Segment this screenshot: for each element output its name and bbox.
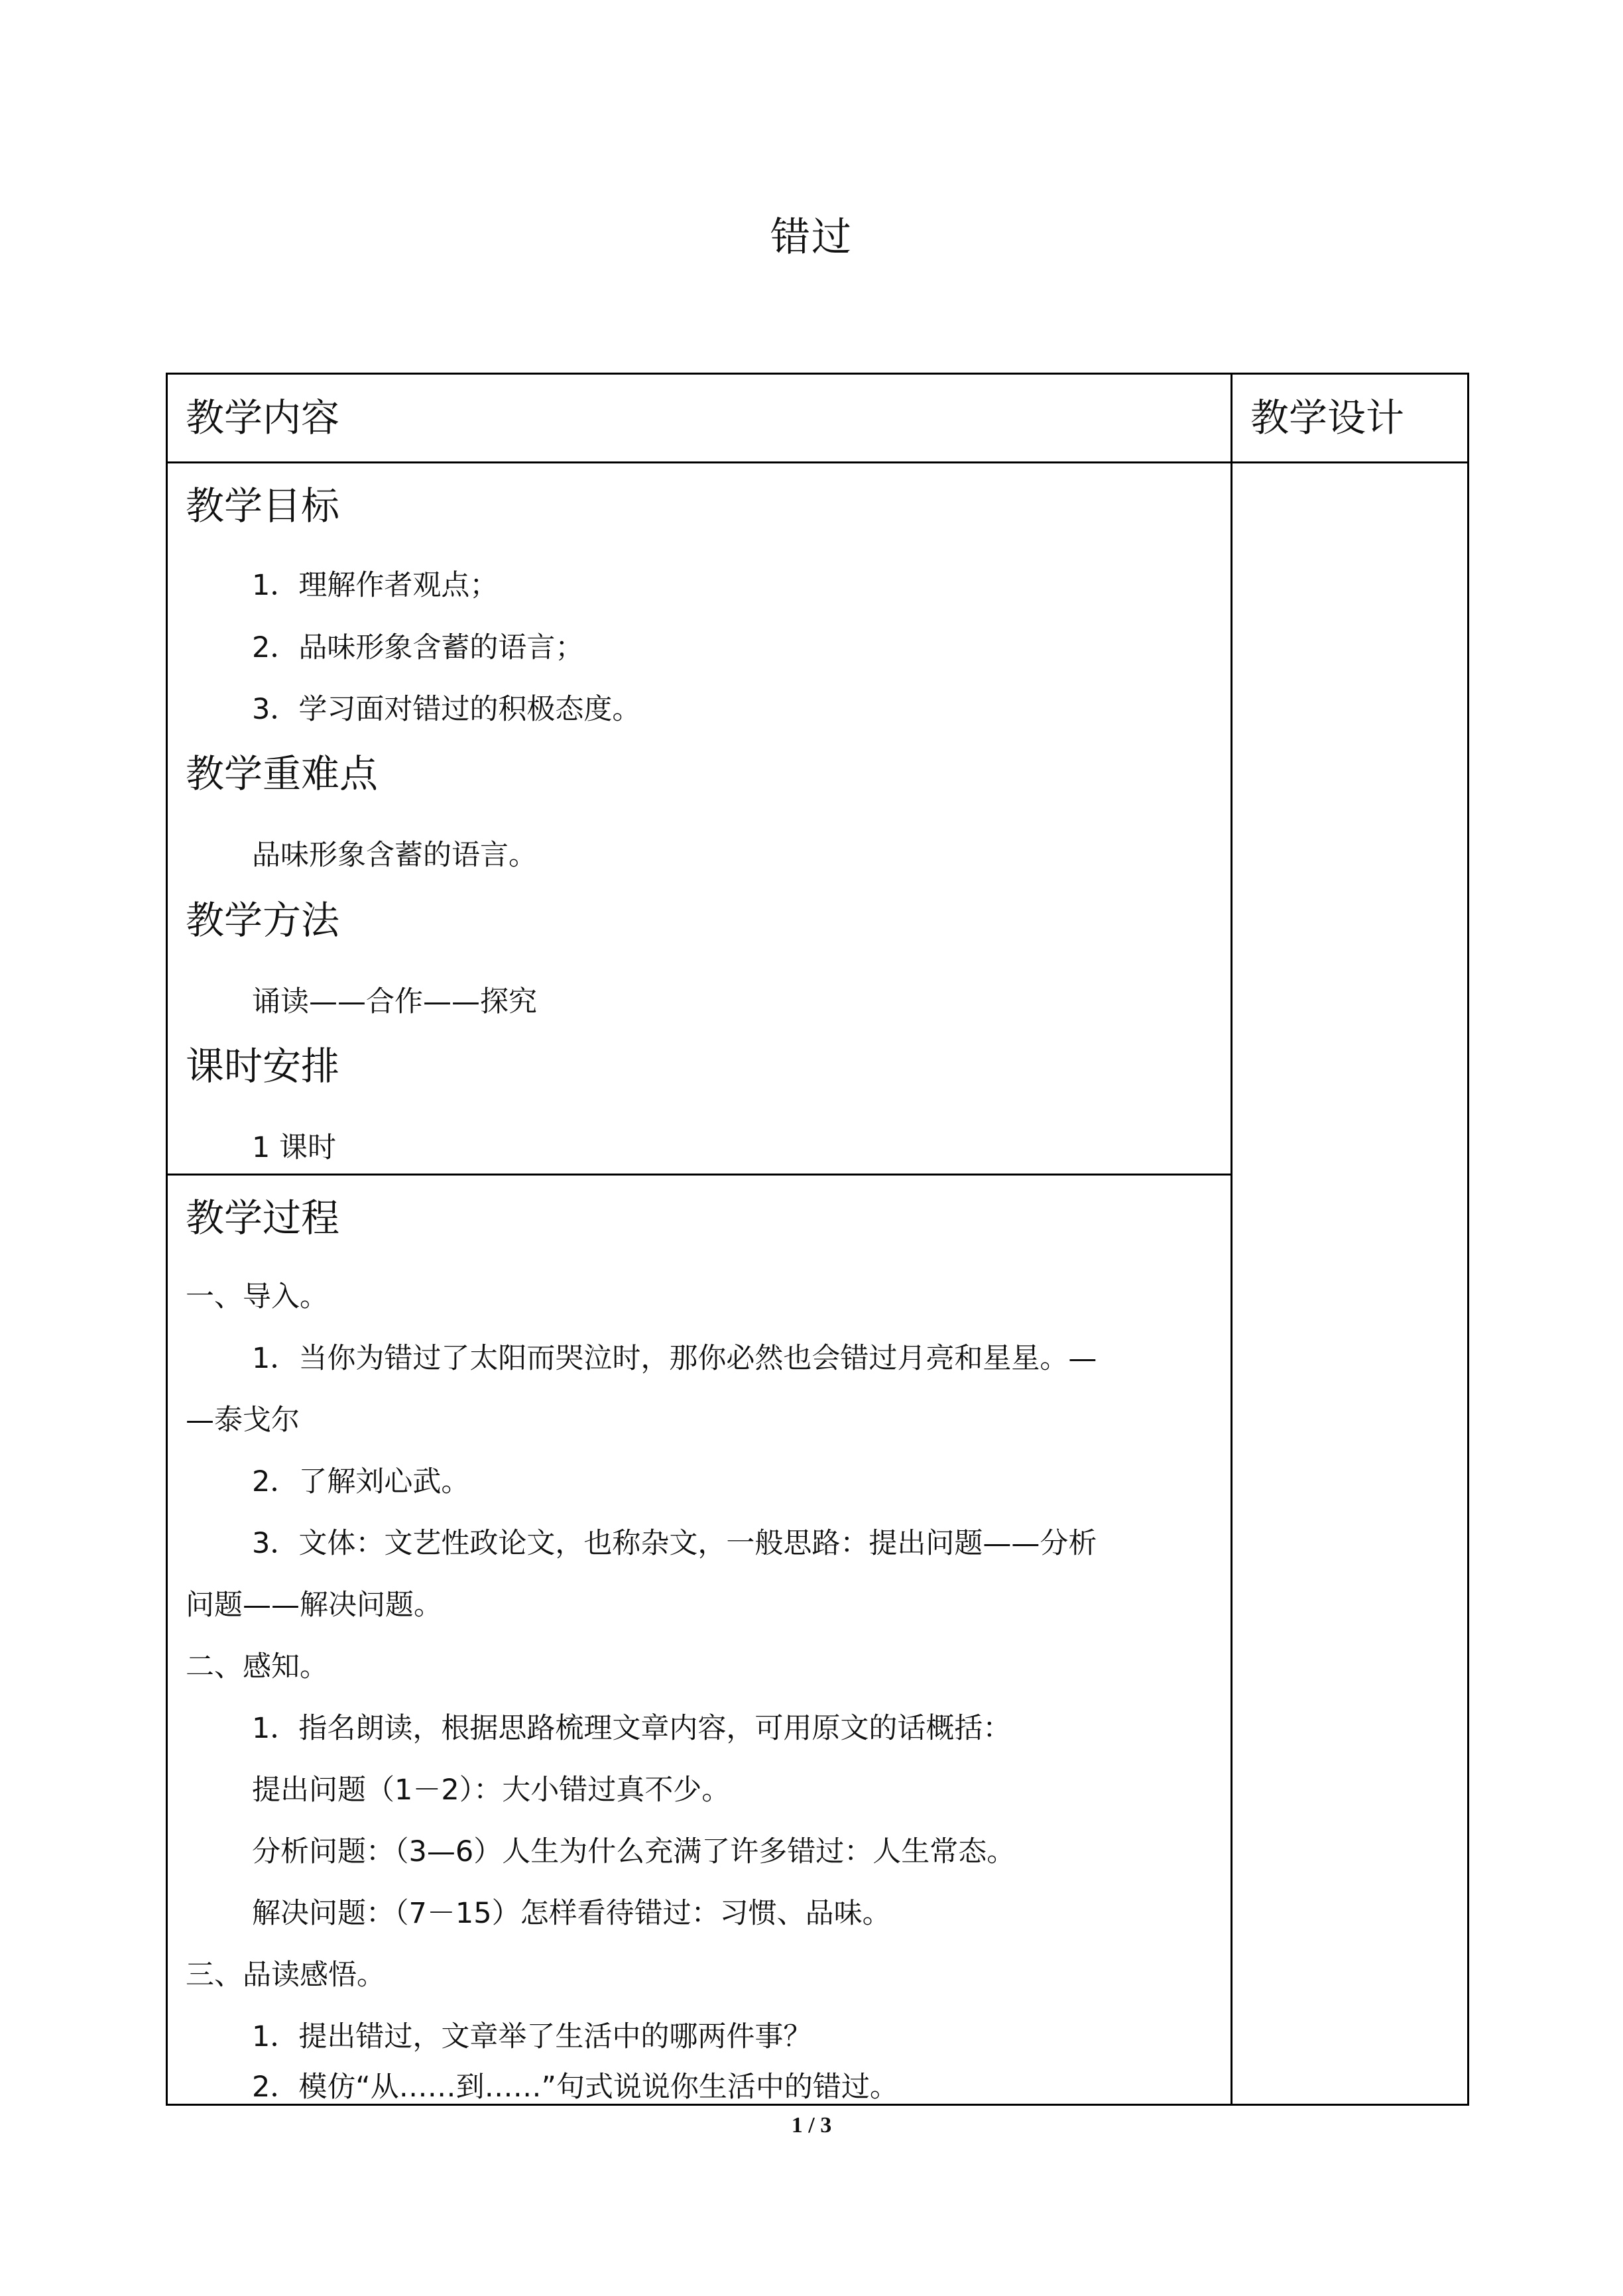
column-divider [1231, 375, 1232, 2104]
method-heading: 教学方法 [186, 898, 340, 943]
process-line: 三、品读感悟。 [186, 1959, 385, 1992]
process-line: 解决问题：（7－15）怎样看待错过：习惯、品味。 [252, 1897, 891, 1930]
process-line: 1．提出错过，文章举了生活中的哪两件事？ [252, 2020, 812, 2053]
header-teaching-content: 教学内容 [186, 395, 340, 440]
process-line: 分析问题：（3—6）人生为什么充满了许多错过：人生常态。 [252, 1835, 1016, 1868]
process-line: —泰戈尔 [186, 1404, 300, 1437]
process-line: 一、导入。 [186, 1280, 328, 1313]
objectives-heading: 教学目标 [186, 483, 340, 528]
objective-item-1: 1．理解作者观点； [252, 569, 499, 602]
page-number: 1 / 3 [791, 2113, 832, 2138]
schedule-heading: 课时安排 [186, 1044, 340, 1089]
method-text: 诵读——合作——探究 [252, 985, 537, 1018]
header-row-divider [168, 461, 1467, 463]
process-heading: 教学过程 [186, 1195, 340, 1240]
process-line: 提出问题（1－2）：大小错过真不少。 [252, 1774, 731, 1807]
page-title: 错过 [770, 214, 853, 261]
key-points-text: 品味形象含蓄的语言。 [252, 839, 537, 872]
schedule-text: 1 课时 [252, 1131, 337, 1164]
process-line: 1．当你为错过了太阳而哭泣时，那你必然也会错过月亮和星星。— [252, 1342, 1097, 1375]
process-line: 问题——解决问题。 [186, 1589, 442, 1622]
objective-item-3: 3．学习面对错过的积极态度。 [252, 693, 641, 726]
lesson-plan-table [166, 373, 1469, 2106]
process-line: 2．模仿“从……到……”句式说说你生活中的错过。 [252, 2071, 898, 2104]
process-line: 3．文体：文艺性政论文，也称杂文，一般思路：提出问题——分析 [252, 1527, 1097, 1560]
objective-item-2: 2．品味形象含蓄的语言； [252, 631, 584, 664]
process-line: 2．了解刘心武。 [252, 1465, 470, 1498]
process-row-divider [168, 1174, 1231, 1176]
process-line: 二、感知。 [186, 1650, 328, 1683]
header-teaching-design: 教学设计 [1250, 395, 1405, 440]
process-line: 1．指名朗读，根据思路梳理文章内容，可用原文的话概括： [252, 1712, 1012, 1745]
key-points-heading: 教学重难点 [186, 751, 379, 796]
